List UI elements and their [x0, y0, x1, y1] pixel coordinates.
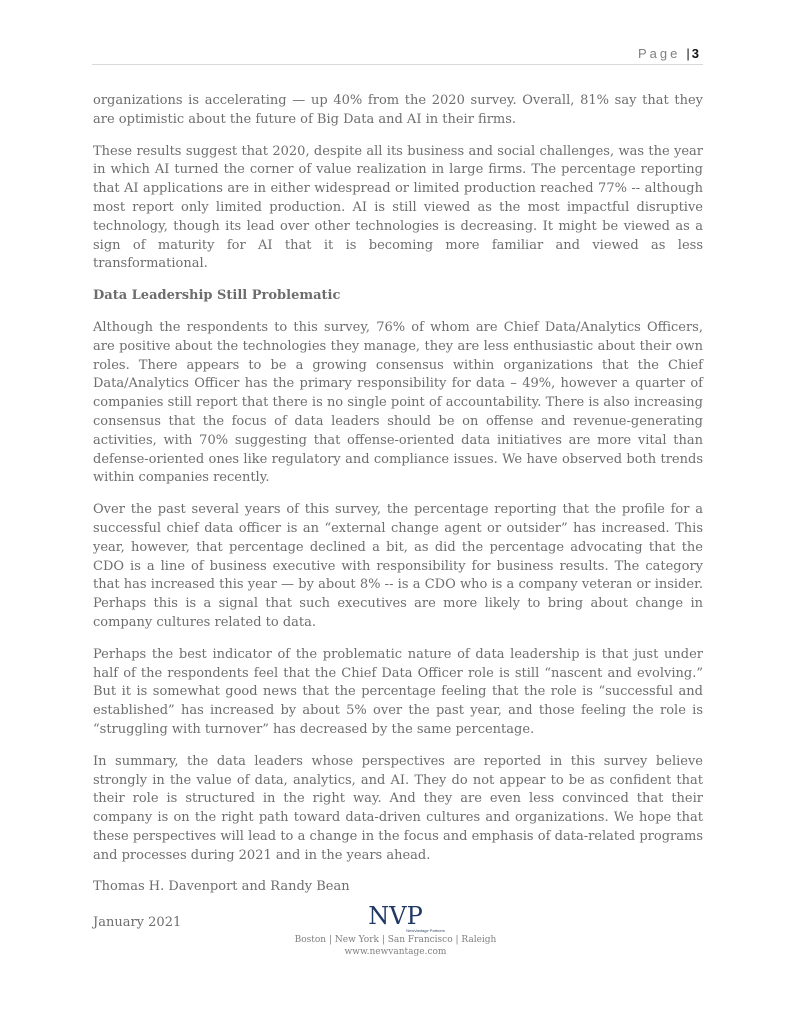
paragraph: These results suggest that 2020, despite all its business and social challenges, was the year in which AI turned the corner of value realization in large firms. The percentage reporting that AI applications are in either widespread or limited production reached 77% -- although most report only limited production. AI is still viewed as the most impactful disruptive technology, though its lead over other technologies is decreasing. It might be viewed as a sign of maturity for AI that it is becoming more familiar and viewed as less transformational. — [93, 143, 703, 272]
signature: Thomas H. Davenport and Randy Bean — [93, 879, 350, 895]
footer-cities: Boston | New York | San Francisco | Raleigh — [294, 935, 497, 945]
paragraph: organizations is accelerating — up 40% from the 2020 survey. Overall, 81% say that they are optimistic about the future of Big Data and AI in their firms. — [93, 93, 703, 127]
nvp-logo: NVP — [368, 902, 423, 930]
section-heading: Data Leadership Still Problematic — [93, 288, 341, 304]
footer-website: www.newvantage.com — [344, 947, 447, 957]
paragraph: Over the past several years of this survey, the percentage reporting that the profile for a successful chief data officer is an “external change agent or outsider” has increased. This year, however, that percentage declined a bit, as did the percentage advocating that the CDO is a line of business executive with responsibility for business results. The category that has increased this year — by about 8% -- is a CDO who is a company veteran or insider. Perhaps this is a signal that such executives are more likely to bring about change in company cultures related to data. — [93, 502, 703, 630]
page-content — [93, 92, 703, 950]
logo-subtext: NewVantage Partners — [406, 928, 445, 933]
page-header — [638, 46, 699, 61]
date: January 2021 — [93, 915, 182, 931]
page-number: 3 — [691, 46, 699, 61]
paragraph: In summary, the data leaders whose perspectives are reported in this survey believe strongly in the value of data, analytics, and AI. They do not appear to be as confident that their role is structured in the right way. And they are even less convinced that their company is on the right path toward data-driven cultures and organizations. We hope that these perspectives will lead to a change in the focus and emphasis of data-related programs and processes during 2021 and in the years ahead. — [93, 753, 703, 863]
header-divider — [92, 64, 703, 65]
page-footer — [0, 904, 791, 958]
paragraph: Perhaps the best indicator of the problematic nature of data leadership is that just under half of the respondents feel that the Chief Data Officer role is still “nascent and evolving.” But it is somewhat good news that the percentage feeling that the role is “successful and established” has increased by about 5% over the past year, and those feeling the role is “struggling with turnover” has decreased by the same percentage. — [93, 646, 703, 737]
page-separator: | — [686, 46, 690, 61]
page-label: Page — [638, 46, 681, 61]
paragraph: Although the respondents to this survey, 76% of whom are Chief Data/Analytics Officers, are positive about the technologies they manage, they are less enthusiastic about their own roles. There appears to be a growing consensus within organizations that the Chief Data/Analytics Officer has the primary responsibility for data – 49%, however a quarter of companies still report that there is no single point of accountability. There is also increasing consensus that the focus of data leaders should be on offense and revenue-generating activities, with 70% suggesting that offense-oriented data initiatives are more vital than defense-oriented ones like regulatory and compliance issues. We have observed both trends within companies recently. — [93, 319, 703, 486]
